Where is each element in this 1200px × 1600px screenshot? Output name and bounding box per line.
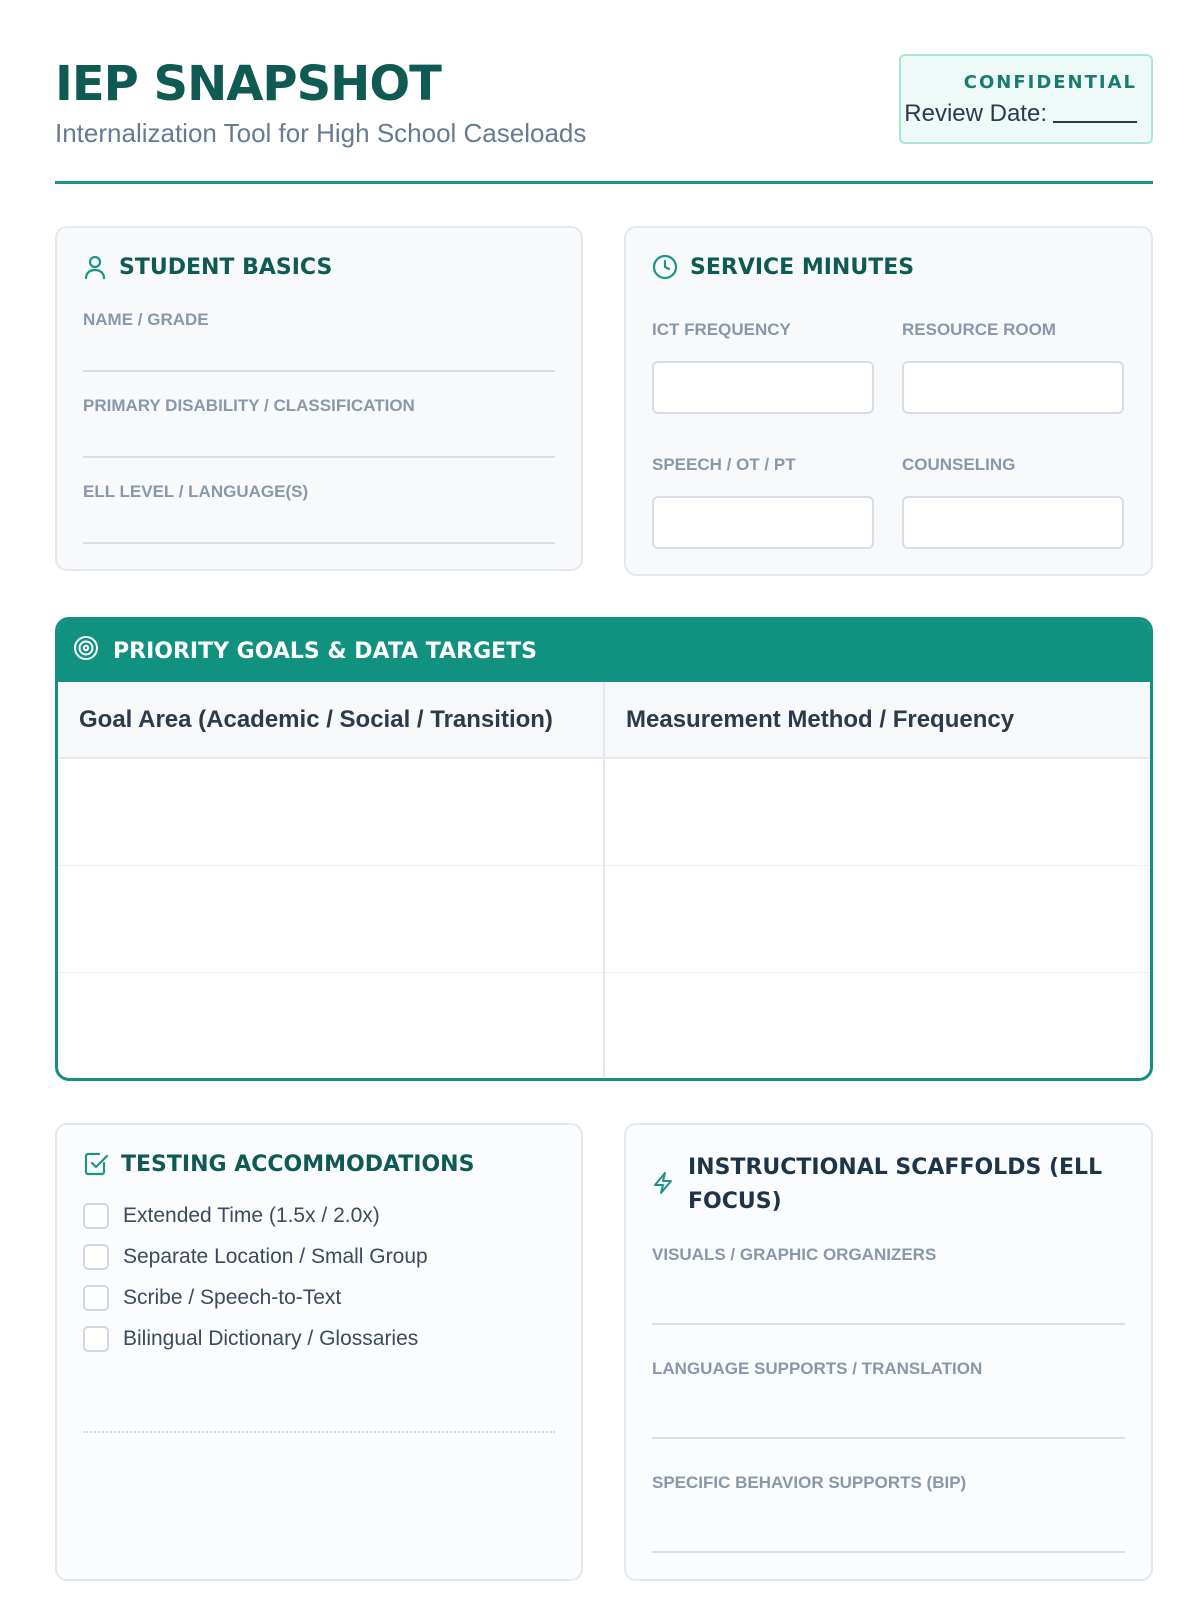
review-date-line[interactable] xyxy=(1053,121,1137,123)
name-grade-label: NAME / GRADE xyxy=(83,310,209,329)
target-icon xyxy=(73,635,99,667)
measurement-cell[interactable] xyxy=(604,972,1150,1078)
language-supports-label: LANGUAGE SUPPORTS / TRANSLATION xyxy=(652,1359,983,1378)
accommodation-label: Separate Location / Small Group xyxy=(123,1245,428,1268)
instructional-scaffolds-header xyxy=(652,1151,1118,1219)
testing-accommodations-title: TESTING ACCOMMODATIONS xyxy=(121,1151,475,1177)
measurement-header: Measurement Method / Frequency xyxy=(604,682,1150,758)
lightning-icon xyxy=(652,1171,674,1200)
goal-area-cell[interactable] xyxy=(58,758,604,865)
accommodation-item[interactable] xyxy=(83,1203,380,1229)
accommodation-label: Bilingual Dictionary / Glossaries xyxy=(123,1327,419,1350)
goals-table xyxy=(58,682,1150,1078)
visuals-label: VISUALS / GRAPHIC ORGANIZERS xyxy=(652,1245,937,1264)
confidential-label: CONFIDENTIAL xyxy=(963,72,1137,93)
measurement-cell[interactable] xyxy=(604,865,1150,972)
resource-room-input[interactable] xyxy=(902,361,1124,414)
service-minutes-card xyxy=(624,226,1153,576)
service-minutes-title: SERVICE MINUTES xyxy=(690,254,915,280)
name-grade-field[interactable] xyxy=(83,370,555,372)
visuals-field[interactable] xyxy=(652,1323,1125,1325)
student-basics-card xyxy=(55,226,583,571)
disability-label: PRIMARY DISABILITY / CLASSIFICATION xyxy=(83,396,415,415)
accommodation-checkbox[interactable] xyxy=(83,1244,109,1270)
goal-area-header: Goal Area (Academic / Social / Transition) xyxy=(58,682,604,758)
ict-frequency-input[interactable] xyxy=(652,361,874,414)
confidential-box xyxy=(899,54,1153,144)
student-basics-title: STUDENT BASICS xyxy=(119,254,333,280)
accommodation-label: Scribe / Speech-to-Text xyxy=(123,1286,342,1309)
accommodation-checkbox[interactable] xyxy=(83,1326,109,1352)
testing-accommodations-card xyxy=(55,1123,583,1581)
disability-field[interactable] xyxy=(83,456,555,458)
counseling-label: COUNSELING xyxy=(902,455,1016,474)
checkbox-check-icon xyxy=(83,1151,109,1177)
instructional-scaffolds-title: INSTRUCTIONAL SCAFFOLDS (ELL FOCUS) xyxy=(688,1155,1103,1214)
accommodation-item[interactable] xyxy=(83,1244,428,1270)
page-header xyxy=(55,52,1153,184)
table-row xyxy=(58,865,1150,972)
accommodation-item[interactable] xyxy=(83,1326,418,1352)
behavior-supports-label: SPECIFIC BEHAVIOR SUPPORTS (BIP) xyxy=(652,1473,967,1492)
ell-level-field[interactable] xyxy=(83,542,555,544)
speech-ot-pt-label: SPEECH / OT / PT xyxy=(652,455,796,474)
ict-frequency-label: ICT FREQUENCY xyxy=(652,320,791,339)
user-icon xyxy=(83,254,107,280)
priority-goals-section xyxy=(55,617,1153,1081)
page-title: IEP SNAPSHOT xyxy=(55,56,441,112)
page-subtitle: Internalization Tool for High School Caseloads xyxy=(55,118,587,148)
student-basics-header xyxy=(83,254,332,280)
service-minutes-header xyxy=(652,254,914,280)
ell-level-label: ELL LEVEL / LANGUAGE(S) xyxy=(83,482,309,501)
review-date[interactable] xyxy=(904,100,1137,128)
table-row xyxy=(58,972,1150,1078)
behavior-supports-field[interactable] xyxy=(652,1551,1125,1553)
speech-ot-pt-input[interactable] xyxy=(652,496,874,549)
measurement-cell[interactable] xyxy=(604,758,1150,865)
priority-goals-title: PRIORITY GOALS & DATA TARGETS xyxy=(113,638,538,664)
accommodation-label: Extended Time (1.5x / 2.0x) xyxy=(123,1204,380,1227)
accommodation-item[interactable] xyxy=(83,1285,341,1311)
instructional-scaffolds-card xyxy=(624,1123,1153,1581)
clock-icon xyxy=(652,254,678,280)
priority-goals-header xyxy=(58,620,1150,682)
counseling-input[interactable] xyxy=(902,496,1124,549)
goal-area-cell[interactable] xyxy=(58,972,604,1078)
review-date-label: Review Date: xyxy=(904,100,1047,127)
notes-line[interactable] xyxy=(83,1431,555,1433)
table-row xyxy=(58,758,1150,865)
testing-accommodations-header xyxy=(83,1151,474,1177)
language-supports-field[interactable] xyxy=(652,1437,1125,1439)
accommodation-checkbox[interactable] xyxy=(83,1203,109,1229)
goal-area-cell[interactable] xyxy=(58,865,604,972)
accommodation-checkbox[interactable] xyxy=(83,1285,109,1311)
resource-room-label: RESOURCE ROOM xyxy=(902,320,1056,339)
